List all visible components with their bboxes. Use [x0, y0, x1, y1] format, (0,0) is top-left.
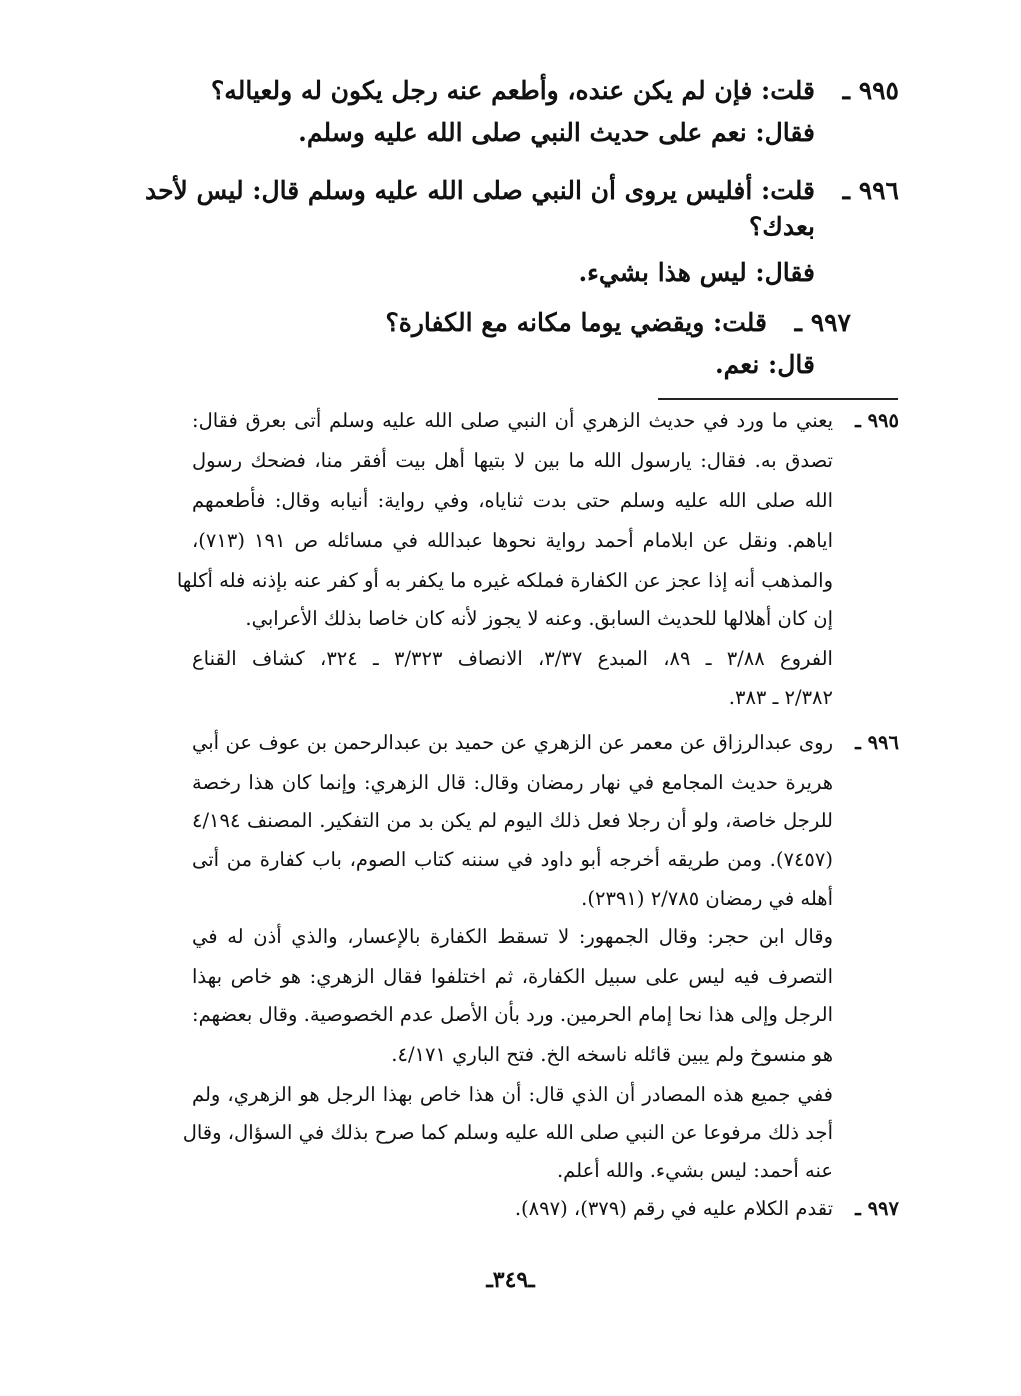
n996-line: التصرف فيه ليس على سبيل الكفارة، ثم اختلفوا فقال الزهري: هو خاص بهذا: [192, 965, 833, 988]
q997-question: قلت: ويقضي يوما مكانه مع الكفارة؟: [385, 308, 767, 337]
q995-question: قلت: فإن لم يكن عنده، وأطعم عنه رجل يكون له ولعياله؟: [211, 76, 815, 105]
n996-line: وقال ابن حجر: وقال الجمهور: لا تسقط الكفارة بالإعسار، والذي أذن له في: [192, 925, 833, 948]
n997-number: ٩٩٧ ـ: [855, 1197, 899, 1220]
n996-line: ففي جميع هذه المصادر أن الذي قال: أن هذا خاص بهذا الرجل هو الزهري، ولم: [192, 1083, 833, 1106]
n995-line: تصدق به. فقال: يارسول الله ما بين لا بتيها أهل بيت أفقر منا، فضحك رسول: [192, 449, 833, 472]
n995-line: اياهم. ونقل عن ابلامام أحمد رواية نحوها عبدالله في مسائله ص ١٩١ (٧١٣)،: [192, 529, 834, 552]
q996-question-cont: بعدك؟: [748, 212, 815, 241]
n995-line: الله صلى الله عليه وسلم حتى بدت ثناياه، وفي رواية: أنيابه وقال: فأطعمهم: [192, 489, 833, 512]
footnote-separator: [658, 398, 898, 400]
q996-number: ٩٩٦ ـ: [842, 176, 899, 205]
n996-line: الرجل وإلى هذا نحا إمام الحرمين. ورد بأن الأصل عدم الخصوصية. وقال بعضهم:: [192, 1003, 833, 1026]
n996-line: (٧٤٥٧). ومن طريقه أخرجه أبو داود في سننه كتاب الصوم، باب كفارة من أتى: [192, 848, 833, 871]
n996-line: روى عبدالرزاق عن معمر عن الزهري عن حميد بن عبدالرحمن بن عوف عن أبي: [192, 731, 833, 754]
q995-number: ٩٩٥ ـ: [842, 76, 899, 105]
page-number: ـ٣٤٩ـ: [486, 1267, 535, 1293]
n995-line: الفروع ٣/٨٨ ـ ٨٩، المبدع ٣/٣٧، الانصاف ٣/٣٢٣ ـ ٣٢٤، كشاف القناع: [192, 647, 833, 670]
n997-text: تقدم الكلام عليه في رقم (٣٧٩)، (٨٩٧).: [514, 1197, 833, 1220]
n996-line: أهله في رمضان ٢/٧٨٥ (٢٣٩١).: [581, 887, 833, 910]
n995-number: ٩٩٥ ـ: [855, 409, 899, 432]
n995-line: ٢/٣٨٢ ـ ٣٨٣.: [728, 686, 833, 709]
q996-answer: فقال: ليس هذا بشيء.: [578, 258, 815, 287]
n996-line: عنه أحمد: ليس بشيء. والله أعلم.: [556, 1159, 833, 1182]
n996-number: ٩٩٦ ـ: [855, 731, 899, 754]
n996-line: أجد ذلك مرفوعا عن النبي صلى الله عليه وسلم كما صرح بذلك في السؤال، وقال: [182, 1121, 833, 1144]
q996-question: قلت: أفليس يروى أن النبي صلى الله عليه وسلم قال: ليس لأحد: [144, 176, 815, 205]
q995-answer: فقال: نعم على حديث النبي صلى الله عليه وسلم.: [298, 118, 815, 147]
q997-answer: قال: نعم.: [714, 350, 815, 379]
n996-line: هو منسوخ ولم يبين قائله ناسخه الخ. فتح الباري ٤/١٧١.: [391, 1043, 833, 1066]
n996-line: هريرة حديث المجامع في نهار رمضان وقال: قال الزهري: وإنما كان هذا رخصة: [192, 771, 833, 794]
n995-line: إن كان أهلالها للحديث السابق. وعنه لا يجوز لأنه كان خاصا بذلك الأعرابي.: [245, 607, 833, 630]
q997-number: ٩٩٧ ـ: [794, 308, 851, 337]
n996-line: للرجل خاصة، ولو أن رجلا فعل ذلك اليوم لم يكن بد من التفكير. المصنف ٤/١٩٤: [192, 809, 833, 832]
n995-line: يعني ما ورد في حديث الزهري أن النبي صلى الله عليه وسلم أتى بعرق فقال:: [192, 409, 833, 432]
n995-line: والمذهب أنه إذا عجز عن الكفارة فملكه غيره ما يكفر به أو كفر عنه بإذنه فله أكلها: [176, 569, 833, 592]
